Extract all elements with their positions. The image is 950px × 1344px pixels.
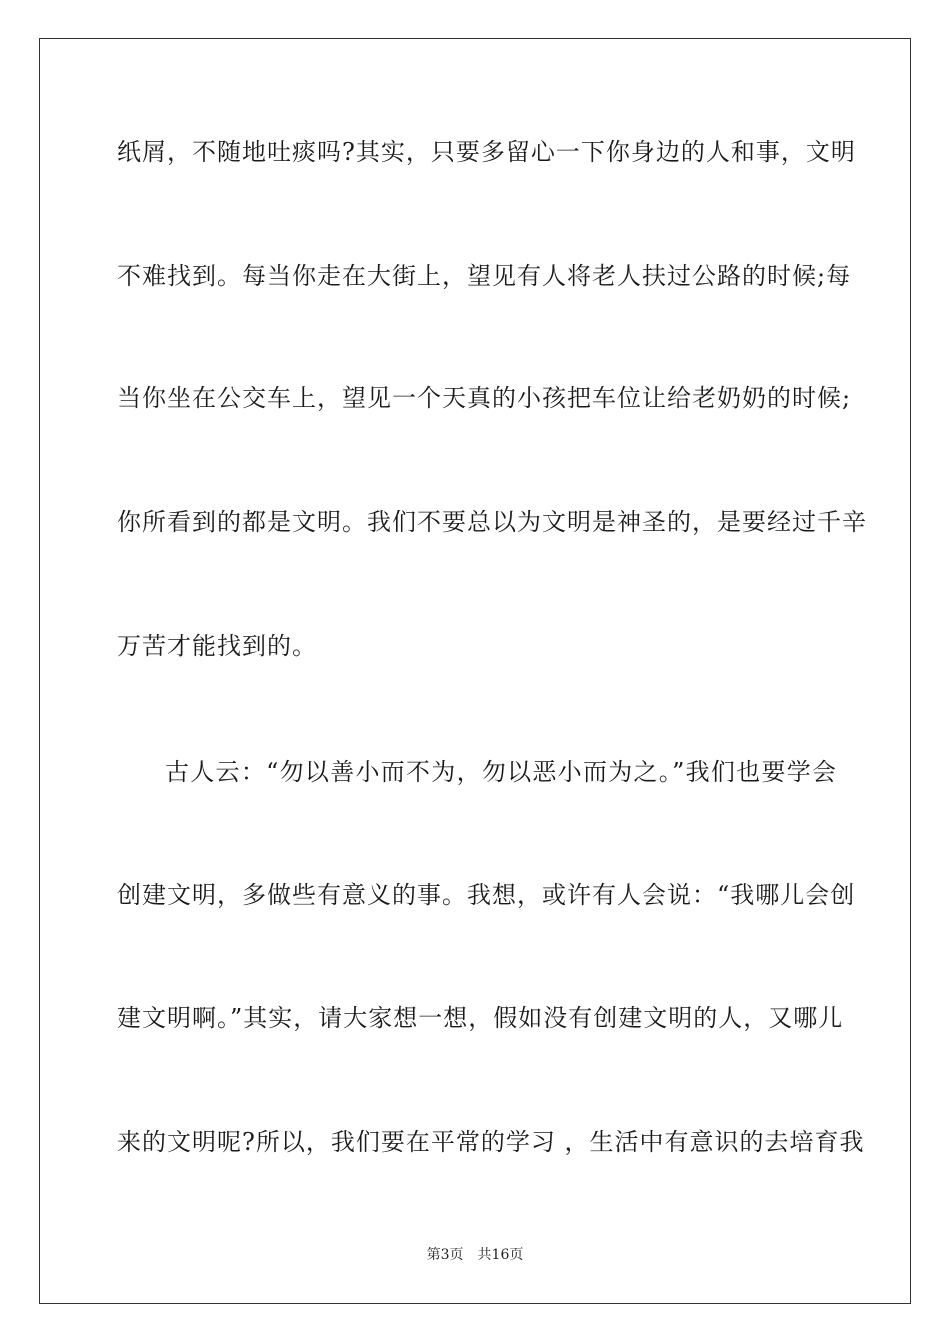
total-pages: 共16页 — [477, 1247, 524, 1263]
page-number: 第3页 — [426, 1247, 464, 1263]
text-line: 创建文明，多做些有意义的事。我想，或许有人会说：“我哪儿会创 — [117, 881, 856, 909]
text-line: 来的文明呢?所以，我们要在平常的学习 ，生活中有意识的去培育我 — [117, 1128, 865, 1156]
text-line: 不难找到。每当你走在大街上，望见有人将老人扶过公路的时候;每 — [117, 262, 852, 290]
text-line: 古人云：“勿以善小而不为，勿以恶小而为之。”我们也要学会 — [165, 758, 837, 786]
page-footer — [0, 1246, 950, 1264]
text-line: 你所看到的都是文明。我们不要总以为文明是神圣的，是要经过千辛 — [117, 508, 867, 536]
text-line: 当你坐在公交车上，望见一个天真的小孩把车位让给老奶奶的时候; — [117, 384, 852, 412]
page-border — [39, 38, 911, 1304]
text-line: 建文明啊。”其实，请大家想一想，假如没有创建文明的人，又哪儿 — [117, 1004, 844, 1032]
text-line: 纸屑，不随地吐痰吗?其实，只要多留心一下你身边的人和事，文明 — [117, 138, 856, 166]
text-line: 万苦才能找到的。 — [117, 632, 317, 660]
